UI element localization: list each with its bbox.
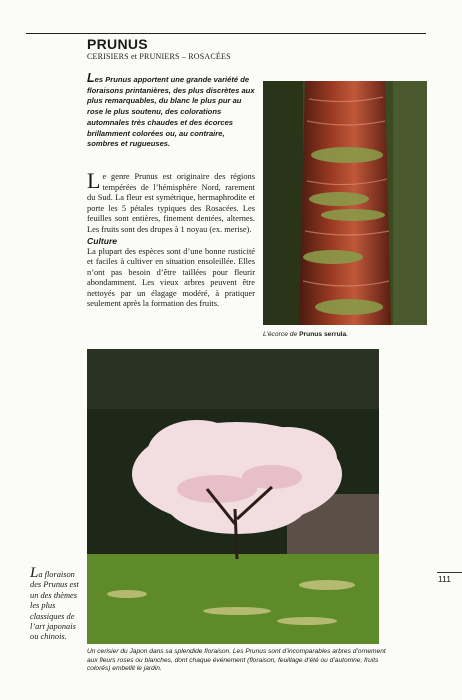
intro-text: es Prunus apportent une grande variété de floraisons printanières, des plus discrètes aux plus remarquables, du blanc le plus pur au rose le plus soutenu, des colorations automnales très chaudes et des écorces brillamment colorées ou, au contraire, sombres et rugueuses. bbox=[87, 75, 255, 149]
bark-caption-suffix: . bbox=[346, 331, 349, 338]
tree-caption: Un cerisier du Japon dans sa splendide floraison. Les Prunus sont d’incomparables arbres d’ornement aux fleurs roses ou blanches, dont chaque événement (floraison, feuillage d’été ou d’automne, fruits colorés) embellit le jardin. bbox=[87, 648, 386, 673]
intro-paragraph bbox=[87, 73, 255, 150]
body-paragraph-2: La plupart des espèces sont d’une bonne rusticité et faciles à cultiver en situation ensoleillée. Elles n’ont pas besoin d’être taillées pour fleurir abondamment. Les vieux arbres peuvent être nettoyés par un élagage modéré, à pratiquer seulement après la formation des fruits. bbox=[87, 246, 255, 308]
bark-photo-illustration bbox=[263, 81, 427, 325]
body-paragraph-1-text: e genre Prunus est originaire des régions tempérées de l’hémisphère Nord, rarement du Sud. La fleur est symétrique, hermaphrodite et porte les 5 pétales typiques des Rosacées. Les feuilles sont entières, finement dentées, alternes. Les fruits sont des drupes à 1 noyau (ex. merise). bbox=[87, 172, 255, 234]
page-title: PRUNUS bbox=[87, 36, 148, 52]
side-note-text: a floraison des Prunus est un des thèmes les plus classiques de l’art japonais ou chinois. bbox=[30, 570, 79, 642]
bark-caption bbox=[263, 331, 348, 338]
culture-heading: Culture bbox=[87, 236, 118, 246]
page-subtitle: CERISIERS et PRUNIERS – ROSACÉES bbox=[87, 52, 231, 61]
bark-caption-species: Prunus serrula bbox=[299, 331, 347, 338]
intro-drop-cap: L bbox=[87, 71, 95, 85]
body-drop-cap: L bbox=[87, 168, 101, 193]
cherry-tree-illustration bbox=[87, 349, 379, 644]
page-number: 111 bbox=[438, 574, 451, 584]
side-note bbox=[30, 565, 80, 643]
header-rule bbox=[26, 33, 426, 34]
body-paragraph-1 bbox=[87, 168, 255, 235]
bark-photo bbox=[263, 81, 427, 325]
side-note-drop-cap: L bbox=[30, 565, 39, 581]
bark-caption-prefix: L’écorce de bbox=[263, 331, 300, 338]
page-number-rule bbox=[437, 572, 462, 573]
cherry-tree-photo bbox=[87, 349, 379, 644]
body-text bbox=[87, 168, 255, 310]
